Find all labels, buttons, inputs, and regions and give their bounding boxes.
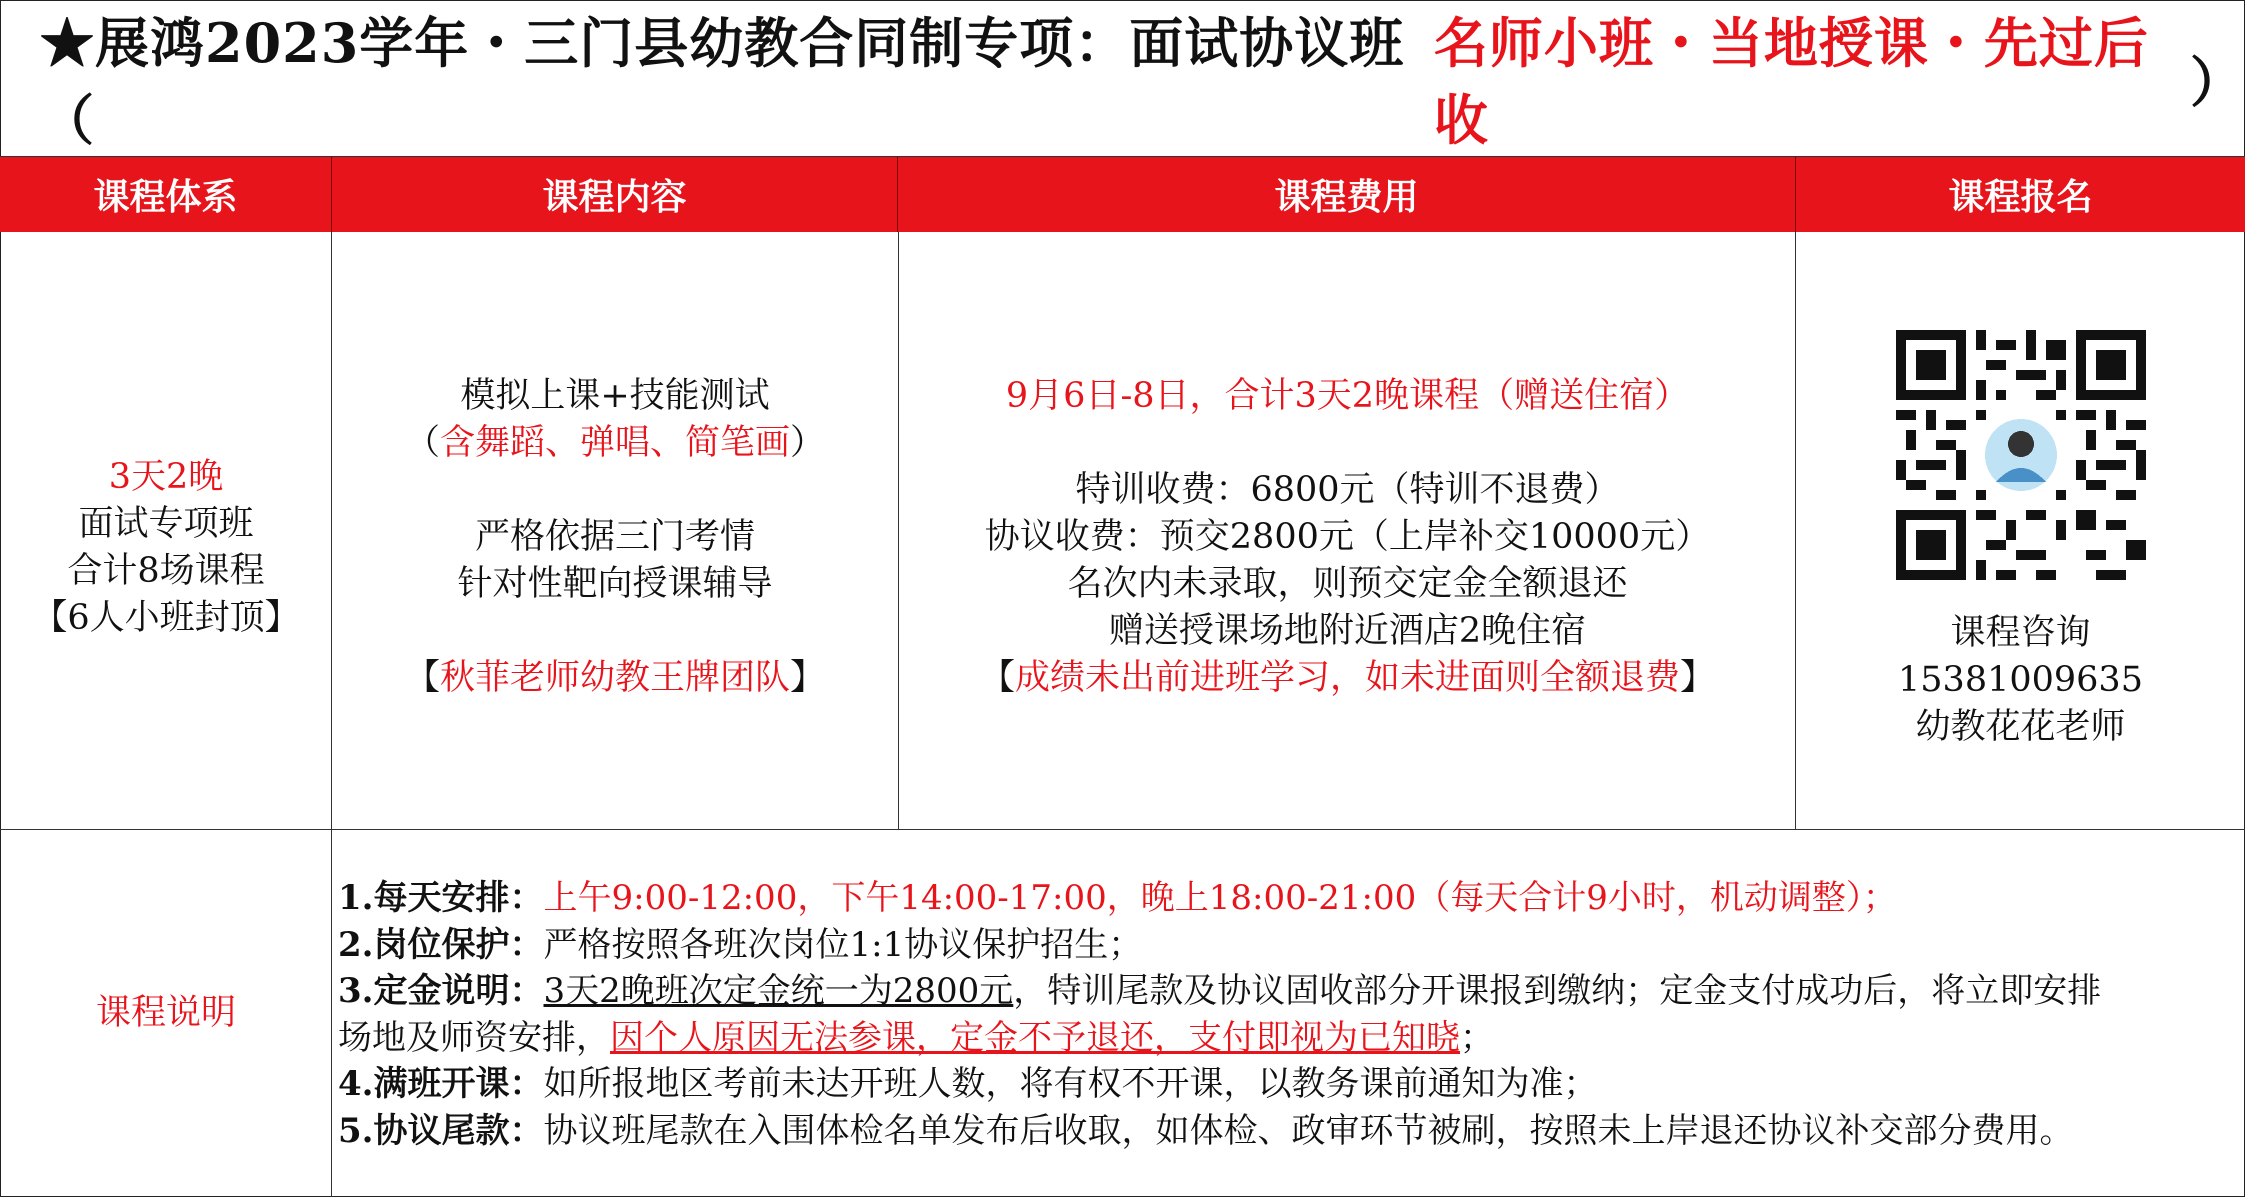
header-signup: 课程报名 [1796, 156, 2245, 232]
content-line4: 针对性靶向授课辅导 [457, 564, 773, 604]
note-4: 4.满班开课：如所报地区考前未达开班人数，将有权不开课，以教务课前通知为准； [338, 1064, 1598, 1104]
duration: 3天2晚 [108, 456, 224, 497]
class-cap: 【6人小班封顶】 [32, 597, 300, 638]
header-content: 课程内容 [332, 156, 898, 232]
note-2: 2.岗位保护：严格按照各班次岗位1:1协议保护招生； [338, 924, 1143, 965]
note-5: 5.协议尾款：协议班尾款在入围体检名单发布后收取，如体检、政审环节被刷，按照未上岸退还协议补交部分费用。 [338, 1110, 2074, 1151]
consult-label: 课程咨询 [1950, 613, 2091, 653]
divider [0, 156, 2245, 157]
title-highlight: 名师小班・当地授课・先过后收 [1433, 11, 2149, 152]
fee-schedule: 9月6日-8日，合计3天2晚课程（赠送住宿） [1005, 376, 1690, 416]
fee-cell [899, 232, 1796, 829]
page-title [0, 0, 2245, 156]
title-main: ★展鸿2023学年・三门县幼教合同制专项：面试协议班（ [40, 11, 1405, 152]
content-line3: 严格依据三门考情 [474, 517, 755, 557]
teacher-name: 幼教花花老师 [1915, 707, 2126, 747]
fee-note: 【成绩未出前进班学习，如未进面则全额退费】 [979, 658, 1716, 698]
teacher-team: 【秋菲老师幼教王牌团队】 [404, 658, 826, 698]
note-1: 1.每天安排：上午9:00-12:00，下午14:00-17:00，晚上18:00-21:00（每天合计9小时，机动调整）； [338, 878, 1897, 918]
note-3-cont: 场地及师资安排，因个人原因无法参课，定金不予退还，支付即视为已知晓； [338, 1017, 1494, 1058]
notes-label-cell [0, 830, 332, 1197]
fee-training: 特训收费：6800元（特训不退费） [1075, 470, 1620, 510]
qr-code-icon[interactable] [1896, 330, 2146, 580]
title-close: ） [2190, 49, 2245, 114]
notes-label: 课程说明 [95, 993, 236, 1033]
content-cell [332, 232, 898, 829]
fee-hotel: 赠送授课场地附近酒店2晚住宿 [1108, 611, 1587, 651]
fee-refund: 名次内未录取，则预交定金全额退还 [1067, 564, 1628, 604]
header-system: 课程体系 [0, 156, 332, 232]
sessions: 合计8场课程 [67, 550, 265, 591]
fee-agreement: 协议收费：预交2800元（上岸补交10000元） [984, 517, 1711, 557]
class-name: 面试专项班 [78, 503, 254, 544]
course-notes [332, 830, 2237, 1154]
phone-number[interactable]: 15381009635 [1898, 660, 2143, 700]
note-3: 3.定金说明：3天2晚班次定金统一为2800元，特训尾款及协议固收部分开课报到缴纳；定金支付成功后，将立即安排 [338, 971, 2102, 1011]
signup-cell [1796, 232, 2245, 829]
content-line1: 模拟上课+技能测试 [460, 376, 770, 416]
system-cell [0, 232, 332, 829]
content-line2: （含舞蹈、弹唱、简笔画） [404, 423, 826, 463]
header-fee: 课程费用 [898, 156, 1796, 232]
